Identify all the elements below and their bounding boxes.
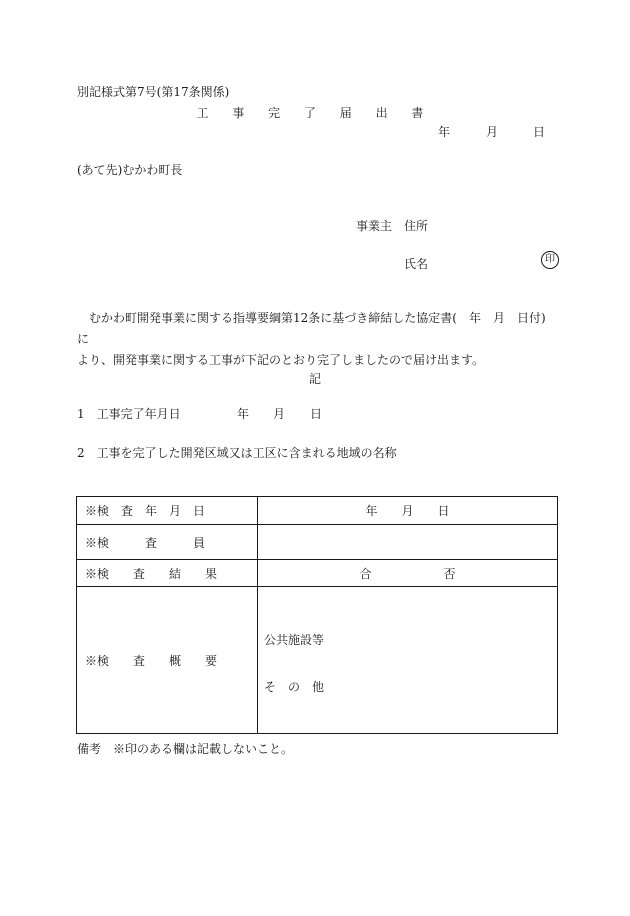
inspection-table (76, 496, 558, 734)
item1-year-label: 年 (237, 407, 250, 421)
seal-mark: 印 (541, 251, 559, 269)
form-number: 別記様式第7号(第17条関係) (77, 85, 230, 99)
document-title: 工 事 完 了 届 出 書 (196, 106, 434, 120)
date-day-label: 日 (533, 125, 546, 139)
date-year-label: 年 (438, 125, 451, 139)
body-line-2: より、開発事業に関する工事が下記のとおり完了しましたので届け出ます。 (77, 353, 485, 367)
inspection-overview-row (77, 587, 558, 734)
inspection-result-value: 合 否 (258, 560, 558, 587)
inspection-date-row (77, 497, 558, 525)
inspection-result-row (77, 560, 558, 587)
inspector-value (258, 525, 558, 560)
item1-label: 1 工事完了年月日 (77, 407, 181, 421)
item1-month-label: 月 (273, 407, 286, 421)
inspection-overview-value (258, 587, 558, 734)
item2-label: 2 工事を完了した開発区域又は工区に含まれる地域の名称 (77, 446, 397, 460)
inspection-date-label: ※検 査 年 月 日 (77, 497, 258, 525)
body-line-1: むかわ町開発事業に関する指導要綱第12条に基づき締結した協定書( 年 月 日付)に (77, 311, 546, 346)
remarks-note: 備考 ※印のある欄は記載しないこと。 (77, 742, 294, 756)
inspection-overview-label: ※検 査 概 要 (77, 587, 258, 734)
inspector-row (77, 525, 558, 560)
applicant-name-label: 氏名 (404, 257, 429, 271)
inspection-date-value: 年 月 日 (258, 497, 558, 525)
public-facilities-label: 公共施設等 (264, 633, 325, 647)
body-paragraph (77, 308, 557, 371)
other-label: そ の 他 (264, 680, 325, 694)
inspection-result-label: ※検 査 結 果 (77, 560, 258, 587)
date-month-label: 月 (486, 125, 499, 139)
inspector-label: ※検 査 員 (77, 525, 258, 560)
item1-day-label: 日 (310, 407, 323, 421)
applicant-address-label: 事業主 住所 (356, 219, 429, 233)
addressee: (あて先)むかわ町長 (77, 163, 183, 177)
ki-heading: 記 (308, 372, 321, 386)
